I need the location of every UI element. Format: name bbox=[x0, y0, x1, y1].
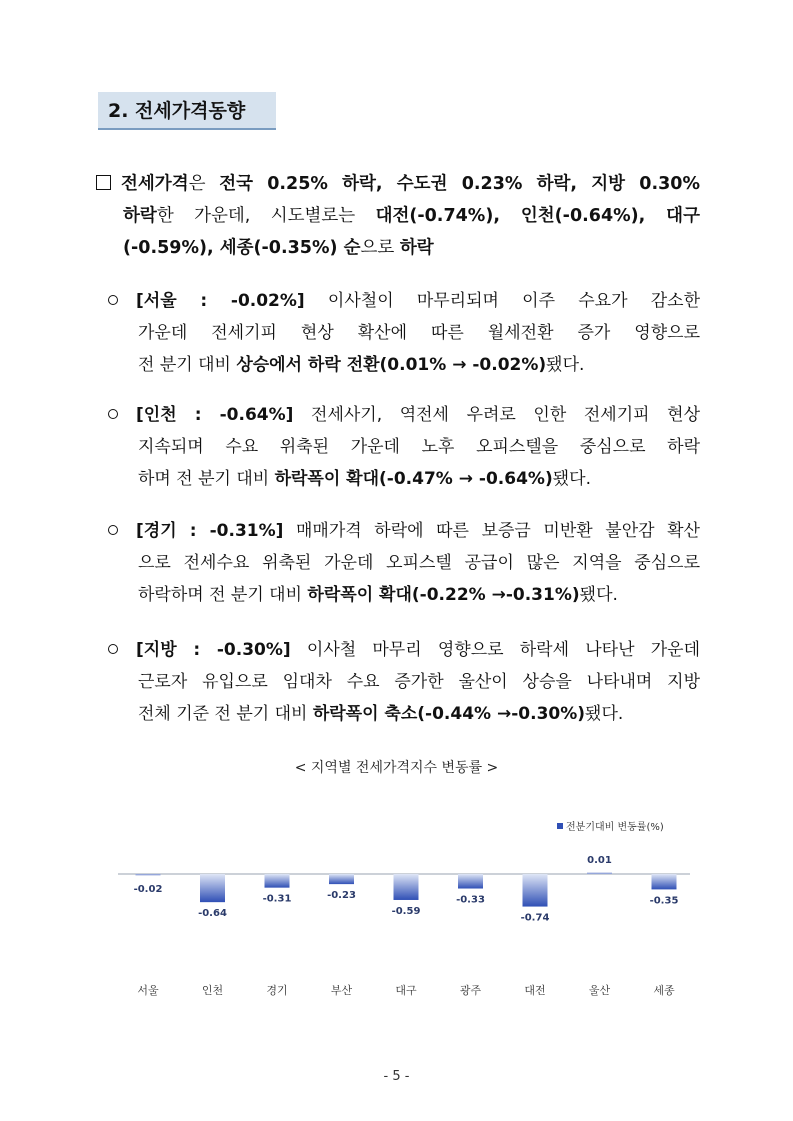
data-label: -0.31 bbox=[262, 893, 292, 905]
lead-paragraph bbox=[96, 168, 700, 264]
chart-caption: < 지역별 전세가격지수 변동률 > bbox=[294, 760, 499, 776]
category-label: 세종 bbox=[653, 984, 675, 997]
category-label: 인천 bbox=[201, 984, 224, 997]
data-label: -0.64 bbox=[198, 908, 227, 920]
legend-label: 전분기대비 변동률(%) bbox=[566, 822, 664, 833]
data-label: -0.74 bbox=[520, 912, 550, 924]
category-label: 대전 bbox=[524, 984, 546, 997]
bar-대구 bbox=[394, 874, 419, 900]
data-label: -0.02 bbox=[133, 884, 163, 895]
bullet-circle-icon bbox=[108, 644, 118, 654]
bar-울산 bbox=[587, 873, 612, 874]
lead-line-2: 하락한 가운데, 시도별로는 대전(-0.74%), 인천(-0.64%), 대구 bbox=[123, 206, 700, 226]
data-label: -0.23 bbox=[327, 890, 356, 902]
data-label: -0.35 bbox=[649, 895, 679, 907]
category-label: 부산 bbox=[330, 984, 353, 997]
bullet-seoul: [서울 : -0.02%] 이사철이 마무리되며 이주 수요가 감소한 가운데 전세기피 현상 확산에 따른 월세전환 증가 영향으로 전 분기 대비 상승에서 하락 전환(0.01% → -0.02%)됐다. bbox=[108, 285, 700, 381]
category-label: 경기 bbox=[266, 984, 288, 997]
data-label: 0.01 bbox=[587, 854, 612, 866]
bar-chart bbox=[0, 800, 793, 1010]
bullet-jibang: [지방 : -0.30%] 이사철 마무리 영향으로 하락세 나타난 가운데 근로자 유입으로 임대차 수요 증가한 울산이 상승을 나타내며 지방 전체 기준 전 분기 대비 하락폭이 축소(-0.44% →-0.30%)됐다. bbox=[108, 634, 700, 730]
bullet-circle-icon bbox=[108, 295, 118, 305]
chart-legend bbox=[557, 820, 664, 833]
bullet-gyeonggi: [경기 : -0.31%] 매매가격 하락에 따른 보증금 미반환 불안감 확산 으로 전세수요 위축된 가운데 오피스텔 공급이 많은 지역을 중심으로 하락하며 전 분기 대비 하락폭이 확대(-0.22% →-0.31%)됐다. bbox=[108, 515, 700, 611]
legend-swatch bbox=[557, 823, 563, 829]
checkbox-square-icon bbox=[96, 175, 111, 190]
bullet-circle-icon bbox=[108, 525, 118, 535]
category-label: 울산 bbox=[588, 984, 611, 997]
lead-line-1: 전세가격은 전국 0.25% 하락, 수도권 0.23% 하락, 지방 0.30% bbox=[96, 168, 700, 200]
bullet-incheon: [인천 : -0.64%] 전세사기, 역전세 우려로 인한 전세기피 현상 지속되며 수요 위축된 가운데 노후 오피스텔을 중심으로 하락 하며 전 분기 대비 하락폭이 확대(-0.47% → -0.64%)됐다. bbox=[108, 399, 700, 495]
section-title: 2. 전세가격동향 bbox=[98, 92, 276, 130]
category-label: 광주 bbox=[459, 984, 482, 997]
category-label: 대구 bbox=[395, 984, 417, 997]
bar-대전 bbox=[523, 874, 548, 907]
bar-서울 bbox=[136, 874, 161, 875]
bar-인천 bbox=[200, 874, 225, 902]
data-label: -0.33 bbox=[456, 894, 485, 906]
bar-경기 bbox=[265, 874, 290, 888]
page-number: - 5 - bbox=[383, 1069, 410, 1084]
lead-line-3: (-0.59%), 세종(-0.35%) 순으로 하락 bbox=[123, 238, 434, 258]
bar-광주 bbox=[458, 874, 483, 889]
category-label: 서울 bbox=[137, 984, 159, 997]
data-label: -0.59 bbox=[391, 905, 421, 917]
bar-부산 bbox=[329, 874, 354, 884]
bar-세종 bbox=[652, 874, 677, 889]
bullet-circle-icon bbox=[108, 409, 118, 419]
